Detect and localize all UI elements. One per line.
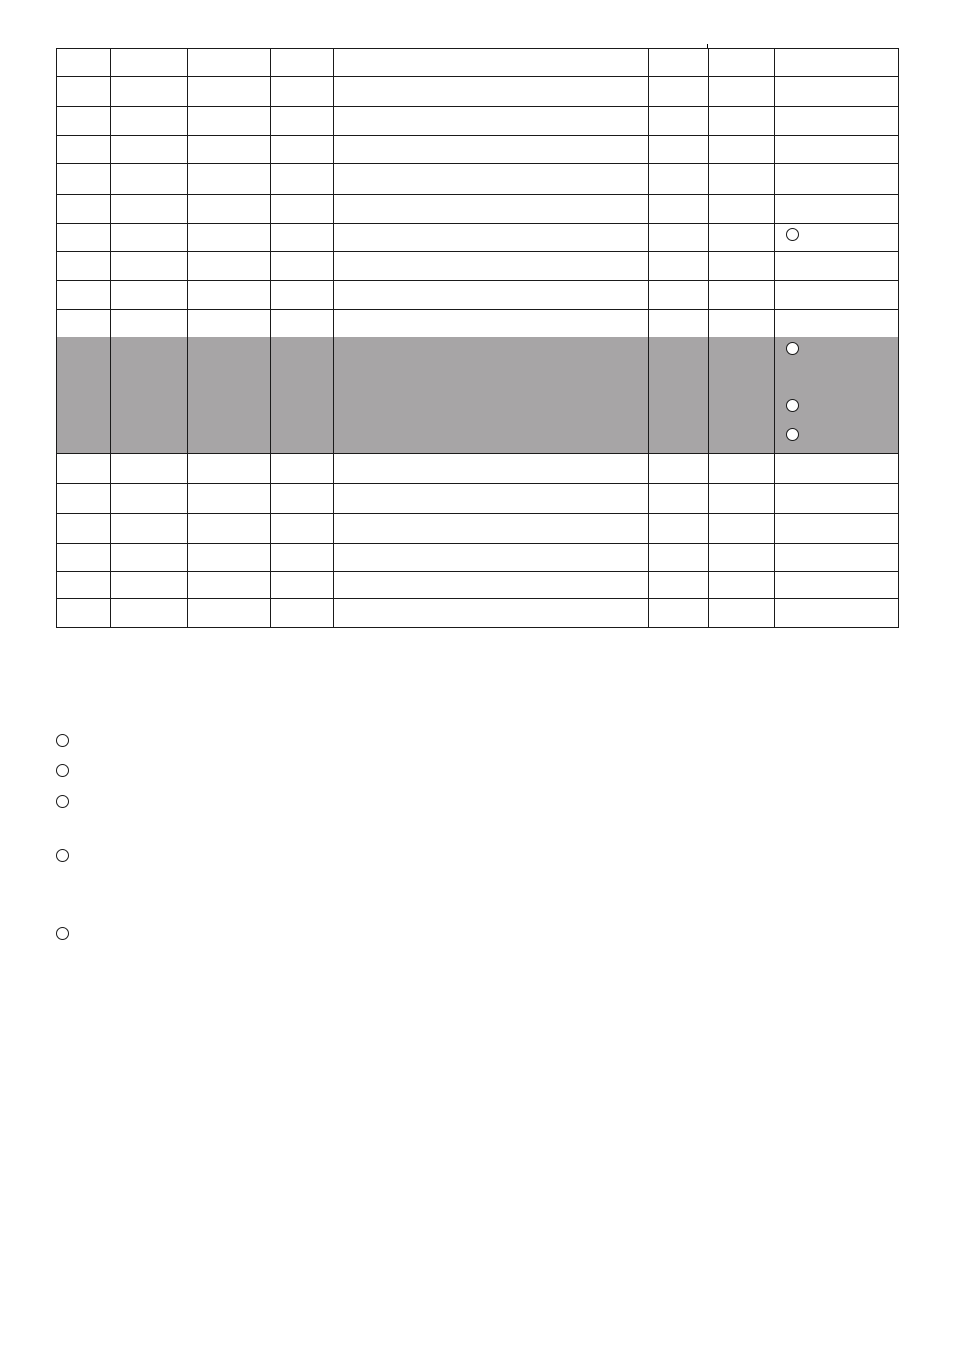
table-cell <box>187 76 270 106</box>
table-cell <box>774 194 900 223</box>
table-cell <box>708 135 774 163</box>
table-cell <box>774 280 900 309</box>
table-cell <box>333 135 648 163</box>
table-cell <box>57 543 110 571</box>
table-cell <box>333 106 648 135</box>
table-cell <box>110 337 187 394</box>
circle-marker-icon <box>786 228 799 241</box>
circle-marker-icon <box>56 734 69 747</box>
circle-marker-icon <box>56 795 69 808</box>
table-cell <box>774 571 900 598</box>
table-cell <box>708 280 774 309</box>
table-cell <box>270 194 333 223</box>
table-cell <box>270 309 333 337</box>
table-cell <box>57 194 110 223</box>
table-cell <box>110 76 187 106</box>
table-cell <box>270 394 333 423</box>
table-cell <box>270 423 333 453</box>
circle-marker-icon <box>56 927 69 940</box>
table-cell <box>110 309 187 337</box>
table-cell <box>110 280 187 309</box>
table-cell <box>333 309 648 337</box>
table-cell <box>187 337 270 394</box>
table-cell <box>648 337 708 394</box>
table-cell <box>270 223 333 251</box>
table-cell <box>708 394 774 423</box>
table-cell <box>187 163 270 194</box>
table-cell <box>708 453 774 483</box>
table-cell <box>648 163 708 194</box>
table-cell <box>333 394 648 423</box>
table-row <box>56 135 899 164</box>
table-cell <box>57 251 110 280</box>
circle-marker-icon <box>786 342 799 355</box>
table-cell <box>774 76 900 106</box>
table-cell <box>333 513 648 543</box>
table-cell <box>333 76 648 106</box>
table-cell <box>708 223 774 251</box>
table-cell <box>774 453 900 483</box>
table-cell <box>57 223 110 251</box>
table-cell <box>110 394 187 423</box>
table-cell <box>648 309 708 337</box>
table-cell <box>774 49 900 76</box>
table-cell <box>648 194 708 223</box>
table-cell <box>270 251 333 280</box>
table-cell <box>270 49 333 76</box>
table-cell <box>333 251 648 280</box>
table-cell <box>333 223 648 251</box>
table-cell <box>708 543 774 571</box>
table-cell <box>57 135 110 163</box>
table-cell <box>187 571 270 598</box>
table-cell <box>774 513 900 543</box>
table-cell <box>110 453 187 483</box>
table-row <box>56 251 899 281</box>
table-cell <box>57 280 110 309</box>
table-cell <box>648 483 708 513</box>
table-cell <box>774 423 900 453</box>
table-cell <box>708 337 774 394</box>
table-row <box>56 571 899 599</box>
table-cell <box>187 598 270 627</box>
table-cell <box>333 49 648 76</box>
table-cell <box>57 337 110 394</box>
table-cell <box>187 483 270 513</box>
notes-list <box>0 640 955 960</box>
table-cell <box>110 194 187 223</box>
table-cell <box>270 543 333 571</box>
table-cell <box>57 571 110 598</box>
table-cell <box>110 513 187 543</box>
circle-marker-icon <box>56 849 69 862</box>
table-cell <box>708 49 774 76</box>
table-cell <box>187 513 270 543</box>
table-row <box>56 309 899 338</box>
table-cell <box>187 543 270 571</box>
circle-marker-icon <box>786 428 799 441</box>
table-cell <box>774 394 900 423</box>
table-cell <box>708 106 774 135</box>
table-cell <box>110 106 187 135</box>
table-cell <box>648 513 708 543</box>
table-cell <box>187 394 270 423</box>
table-cell <box>774 135 900 163</box>
table-cell <box>774 483 900 513</box>
table-cell <box>774 251 900 280</box>
table-cell <box>110 543 187 571</box>
table-cell <box>270 76 333 106</box>
table-cell <box>648 223 708 251</box>
table-cell <box>110 571 187 598</box>
table-cell <box>708 571 774 598</box>
table-cell <box>333 453 648 483</box>
table-cell <box>333 163 648 194</box>
table-cell <box>57 76 110 106</box>
table-cell <box>187 135 270 163</box>
table-cell <box>57 49 110 76</box>
table-cell <box>57 598 110 627</box>
table-cell <box>774 106 900 135</box>
table-row <box>56 453 899 484</box>
table-cell <box>648 571 708 598</box>
table-cell <box>110 223 187 251</box>
table-row <box>56 280 899 310</box>
table-cell <box>708 309 774 337</box>
table-cell <box>187 223 270 251</box>
table-cell <box>110 251 187 280</box>
table-cell <box>774 598 900 627</box>
circle-marker-icon <box>786 399 799 412</box>
table-cell <box>708 194 774 223</box>
table-cell <box>648 135 708 163</box>
table-cell <box>57 453 110 483</box>
table-cell <box>270 513 333 543</box>
table-cell <box>708 76 774 106</box>
table-cell <box>708 483 774 513</box>
table-row <box>56 423 899 454</box>
table-cell <box>187 106 270 135</box>
table-cell <box>648 394 708 423</box>
table-cell <box>648 106 708 135</box>
table-cell <box>57 513 110 543</box>
table-cell <box>648 280 708 309</box>
table-cell <box>648 423 708 453</box>
table-cell <box>270 163 333 194</box>
table-cell <box>110 163 187 194</box>
table-cell <box>333 483 648 513</box>
table-cell <box>110 483 187 513</box>
table-cell <box>774 223 900 251</box>
table-row <box>56 598 899 628</box>
table-cell <box>187 309 270 337</box>
table-cell <box>648 251 708 280</box>
table-cell <box>648 598 708 627</box>
table-cell <box>110 135 187 163</box>
table-cell <box>333 337 648 394</box>
table-row <box>56 194 899 224</box>
table-cell <box>187 453 270 483</box>
table-cell <box>648 453 708 483</box>
table-cell <box>187 194 270 223</box>
table-row <box>56 163 899 195</box>
table-row <box>56 337 899 395</box>
table-cell <box>333 598 648 627</box>
table-cell <box>270 453 333 483</box>
table-cell <box>110 49 187 76</box>
table-cell <box>187 251 270 280</box>
table-cell <box>774 163 900 194</box>
table-cell <box>708 598 774 627</box>
table-cell <box>270 571 333 598</box>
table-cell <box>333 571 648 598</box>
table-cell <box>648 49 708 76</box>
table-cell <box>333 194 648 223</box>
table-row <box>56 394 899 424</box>
table-cell <box>187 49 270 76</box>
table-cell <box>270 280 333 309</box>
table-row <box>56 483 899 514</box>
table-cell <box>648 76 708 106</box>
table-cell <box>708 251 774 280</box>
table-row <box>56 48 899 77</box>
data-table <box>0 0 955 640</box>
table-cell <box>57 106 110 135</box>
table-cell <box>708 513 774 543</box>
table-cell <box>187 280 270 309</box>
table-cell <box>333 280 648 309</box>
table-cell <box>57 163 110 194</box>
table-cell <box>57 483 110 513</box>
table-cell <box>57 423 110 453</box>
table-row <box>56 76 899 107</box>
circle-marker-icon <box>56 764 69 777</box>
table-row <box>56 106 899 136</box>
table-cell <box>110 423 187 453</box>
table-cell <box>333 423 648 453</box>
table-row <box>56 513 899 544</box>
table-cell <box>57 309 110 337</box>
table-cell <box>270 135 333 163</box>
table-cell <box>187 423 270 453</box>
table-cell <box>774 337 900 394</box>
table-cell <box>270 598 333 627</box>
table-cell <box>648 543 708 571</box>
table-cell <box>270 106 333 135</box>
table-cell <box>774 543 900 571</box>
table-cell <box>708 163 774 194</box>
table-cell <box>110 598 187 627</box>
table-cell <box>57 394 110 423</box>
table-cell <box>333 543 648 571</box>
table-cell <box>270 483 333 513</box>
table-row <box>56 223 899 252</box>
table-cell <box>774 309 900 337</box>
table-row <box>56 543 899 572</box>
table-cell <box>270 337 333 394</box>
table-cell <box>708 423 774 453</box>
